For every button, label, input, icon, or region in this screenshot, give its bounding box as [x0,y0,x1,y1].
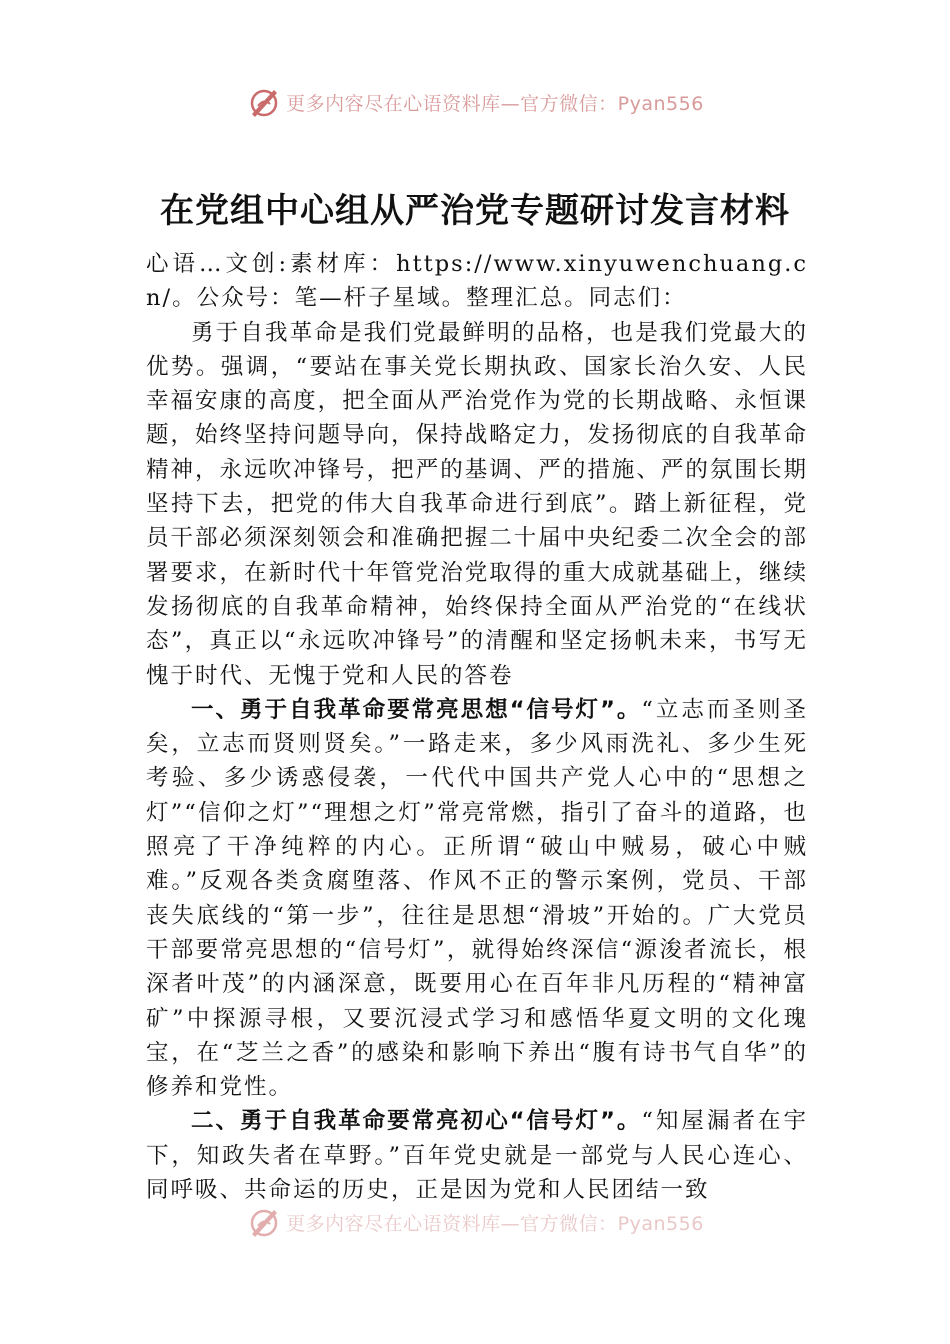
document-body [146,247,808,1207]
watermark-footer [0,1200,950,1244]
section-2-body: “知屋漏者在宇下，知政失者在草野。”百年党史就是一部党与人民心连心、同呼吸、共命运的历史，正是因为党和人民团结一致 [146,1108,808,1204]
section-1-heading: 一、勇于自我革命要常亮思想“信号灯”。 [191,696,642,723]
pen-logo-icon [246,84,282,120]
pen-logo-icon [246,1204,282,1240]
watermark-text: 更多内容尽在心语资料库—官方微信：Pyan556 [286,92,704,115]
paragraph-1: 勇于自我革命是我们党最鲜明的品格，也是我们党最大的优势。强调，“要站在事关党长期执政、国家长治久安、人民幸福安康的高度，把全面从严治党作为党的长期战略、永恒课题，始终坚持问题导向，保持战略定力，发扬彻底的自我革命精神，永远吹冲锋号，把严的基调、严的措施、严的氛围长期坚持下去，把党的伟大自我革命进行到底”。踏上新征程，党员干部必须深刻领会和准确把握二十届中央纪委二次全会的部署要求，在新时代十年管党治党取得的重大成就基础上，继续发扬彻底的自我革命精神，始终保持全面从严治党的“在线状态”，真正以“永远吹冲锋号”的清醒和坚定扬帆未来，书写无愧于时代、无愧于党和人民的答卷 [146,319,808,689]
watermark-text: 更多内容尽在心语资料库—官方微信：Pyan556 [286,1212,704,1235]
section-1-body: “立志而圣则圣矣，立志而贤则贤矣。”一路走来，多少风雨洗礼、多少生死考验、多少诱惑侵袭，一代代中国共产党人心中的“思想之灯”“信仰之灯”“理想之灯”常亮常燃，指引了奋斗的道路，也照亮了干净纯粹的内心。正所谓“破山中贼易，破心中贼难。”反观各类贪腐堕落、作风不正的警示案例，党员、干部丧失底线的“第一步”，往往是思想“滑坡”开始的。广大党员干部要常亮思想的“信号灯”，就得始终深信“源浚者流长，根深者叶茂”的内涵深意，既要用心在百年非凡历程的“精神富矿”中探源寻根，又要沉浸式学习和感悟华夏文明的文化瑰宝，在“芝兰之香”的感染和影响下养出“腹有诗书气自华”的修养和党性。 [146,696,808,1101]
section-1 [146,693,808,1105]
document-title: 在党组中心组从严治党专题研讨发言材料 [160,191,790,231]
section-2-heading: 二、勇于自我革命要常亮初心“信号灯”。 [191,1108,642,1135]
intro-paragraph: 心语…文创:素材库：https://www.xinyuwenchuang.cn/。公众号：笔—杆子星域。整理汇总。同志们： [146,251,808,312]
document-body-viewport [0,247,950,1222]
watermark-header [0,80,950,124]
section-2 [146,1104,808,1207]
